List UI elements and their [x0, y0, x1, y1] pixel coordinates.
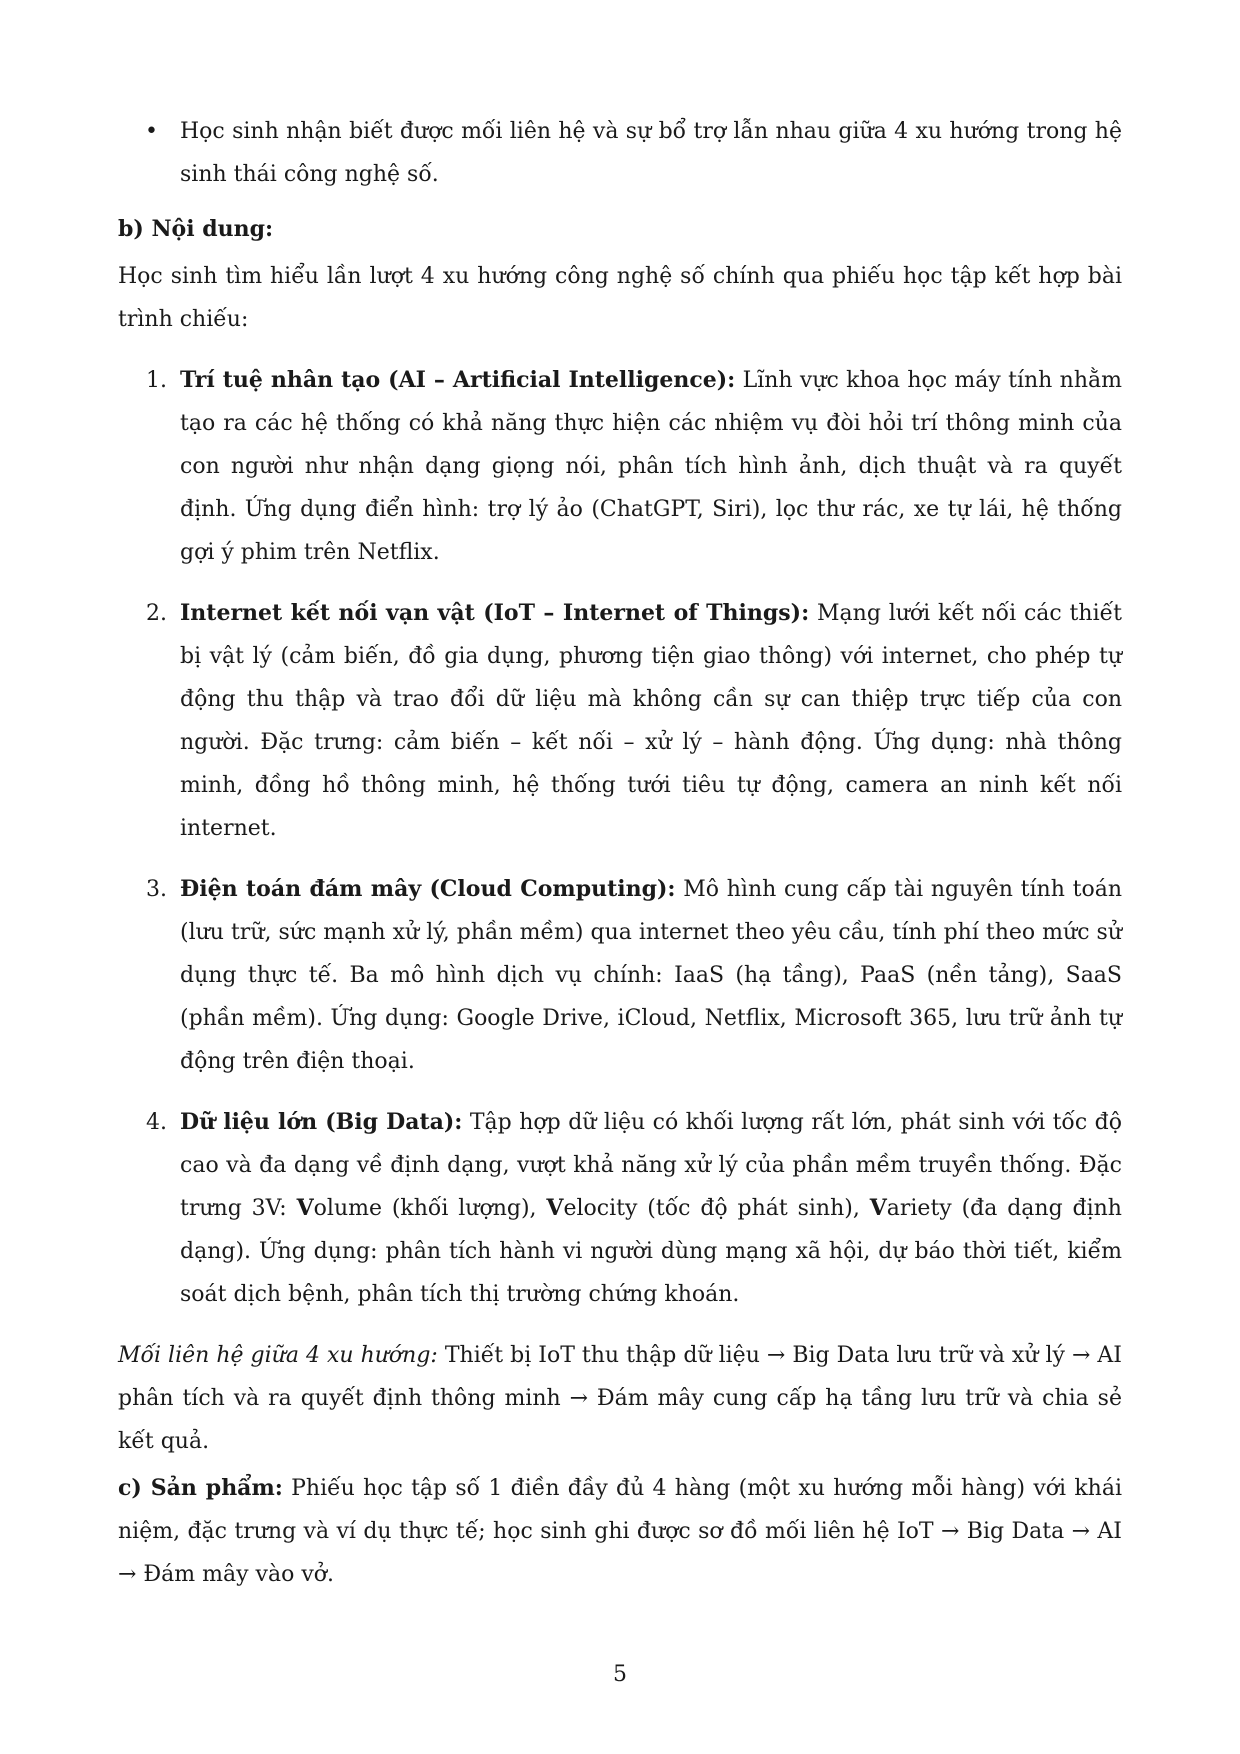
section-c-text: Phiếu học tập số 1 điền đầy đủ 4 hàng (một xu hướng mỗi hàng) với khái niệm, đặc trưng và ví dụ thực tế; học sinh ghi được sơ đồ mối liên hệ IoT → Big Data → AI → Đám mây vào vở.: [118, 1476, 1122, 1587]
trend-number: 4.: [146, 1110, 167, 1135]
trend-number: 1.: [146, 368, 167, 393]
trend-title: Internet kết nối vạn vật (IoT – Internet of Things):: [180, 600, 810, 626]
trend-body: [180, 868, 1122, 1083]
trend-number: 2.: [146, 601, 167, 626]
velocity-text: elocity (tốc độ phát sinh),: [563, 1196, 870, 1221]
trend-title: Dữ liệu lớn (Big Data):: [180, 1109, 463, 1135]
trend-item-iot: [118, 592, 1122, 850]
trend-item-bigdata: [118, 1101, 1122, 1316]
page-number: 5: [613, 1662, 627, 1687]
trend-item-cloud: [118, 868, 1122, 1083]
objective-bullet-item: [118, 110, 1122, 196]
variety-text: ariety (đa dạng định dạng). Ứng dụng: phân tích hành vi người dùng mạng xã hội, dự báo thời tiết, kiểm soát dịch bệnh, phân tích thị trường chứng khoán.: [180, 1196, 1122, 1307]
trend-body: [180, 359, 1122, 574]
velocity-initial: V: [546, 1195, 564, 1221]
trend-description: Mạng lưới kết nối các thiết bị vật lý (cảm biến, đồ gia dụng, phương tiện giao thông) với internet, cho phép tự động thu thập và trao đổi dữ liệu mà không cần sự can thiệp trực tiếp của con người. Đặc trưng: cảm biến – kết nối – xử lý – hành động. Ứng dụng: nhà thông minh, đồng hồ thông minh, hệ thống tưới tiêu tự động, camera an ninh kết nối internet.: [180, 601, 1122, 841]
trend-description: Tập hợp dữ liệu có khối lượng rất lớn, phát sinh với tốc độ cao và đa dạng về định dạng, vượt khả năng xử lý của phần mềm truyền thống. Đặc trưng 3V:: [180, 1110, 1123, 1221]
variety-initial: V: [869, 1195, 887, 1221]
section-b-intro: Học sinh tìm hiểu lần lượt 4 xu hướng công nghệ số chính qua phiếu học tập kết hợp bài trình chiếu:: [118, 264, 1122, 332]
trends-list: [118, 359, 1122, 1316]
relation-label: Mối liên hệ giữa 4 xu hướng:: [118, 1343, 438, 1368]
trend-title: Điện toán đám mây (Cloud Computing):: [180, 876, 676, 902]
trend-description: Mô hình cung cấp tài nguyên tính toán (lưu trữ, sức mạnh xử lý, phần mềm) qua internet theo yêu cầu, tính phí theo mức sử dụng thực tế. Ba mô hình dịch vụ chính: IaaS (hạ tầng), PaaS (nền tảng), SaaS (phần mềm). Ứng dụng: Google Drive, iCloud, Netflix, Microsoft 365, lưu trữ ảnh tự động trên điện thoại.: [180, 877, 1122, 1074]
objective-bullet-text: Học sinh nhận biết được mối liên hệ và sự bổ trợ lẫn nhau giữa 4 xu hướng trong hệ sinh thái công nghệ số.: [180, 119, 1122, 187]
relation-paragraph: [118, 1334, 1122, 1463]
section-b-heading: b) Nội dung:: [118, 216, 274, 242]
trend-number: 3.: [146, 877, 167, 902]
section-c-paragraph: [118, 1467, 1122, 1596]
page-content: [118, 110, 1122, 1596]
volume-initial: V: [296, 1195, 314, 1221]
trend-item-ai: [118, 359, 1122, 574]
section-c-heading: c) Sản phẩm:: [118, 1475, 283, 1501]
relation-text: Thiết bị IoT thu thập dữ liệu → Big Data lưu trữ và xử lý → AI phân tích và ra quyết định thông minh → Đám mây cung cấp hạ tầng lưu trữ và chia sẻ kết quả.: [118, 1343, 1122, 1454]
trend-body: [180, 592, 1122, 850]
bullet-icon: •: [145, 119, 158, 144]
trend-description: Lĩnh vực khoa học máy tính nhằm tạo ra các hệ thống có khả năng thực hiện các nhiệm vụ đòi hỏi trí thông minh của con người như nhận dạng giọng nói, phân tích hình ảnh, dịch thuật và ra quyết định. Ứng dụng điển hình: trợ lý ảo (ChatGPT, Siri), lọc thư rác, xe tự lái, hệ thống gợi ý phim trên Netflix.: [180, 368, 1122, 565]
volume-text: olume (khối lượng),: [313, 1196, 547, 1221]
trend-title: Trí tuệ nhân tạo (AI – Artificial Intelligence):: [180, 367, 736, 393]
trend-body: [180, 1101, 1122, 1316]
